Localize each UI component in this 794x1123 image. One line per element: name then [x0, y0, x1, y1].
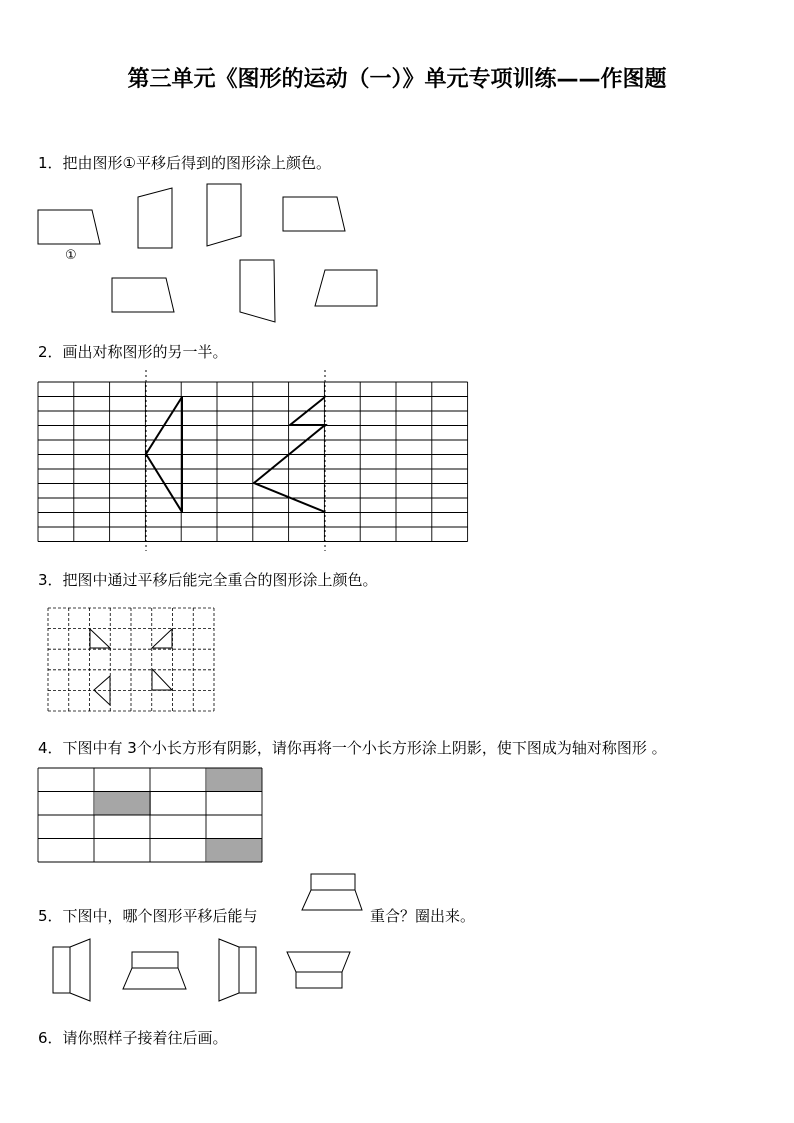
reference-shape	[302, 874, 362, 910]
question-2-text: 2．画出对称图形的另一半。	[38, 343, 228, 361]
question-5-text-before: 5．下图中，哪个图形平移后能与	[38, 907, 258, 925]
option-shape-2	[123, 952, 186, 989]
option-shape-3	[219, 939, 256, 1001]
option-shape-1	[53, 939, 90, 1001]
figure-1-label: ①	[65, 248, 77, 263]
question-1-text: 1．把由图形①平移后得到的图形涂上颜色。	[38, 154, 331, 172]
option-shape-4	[287, 952, 350, 988]
page-title: 第三单元《图形的运动（一）》单元专项训练——作图题	[127, 67, 667, 92]
question-5-text-after: 重合？圈出来。	[370, 907, 476, 925]
question-4-text: 4．下图中有 3个小长方形有阴影，请你再将一个小长方形涂上阴影，使下图成为轴对称图形 。	[38, 739, 667, 757]
question-6-text: 6．请你照样子接着往后画。	[38, 1029, 228, 1047]
question-3-text: 3．把图中通过平移后能完全重合的图形涂上颜色。	[38, 571, 378, 589]
